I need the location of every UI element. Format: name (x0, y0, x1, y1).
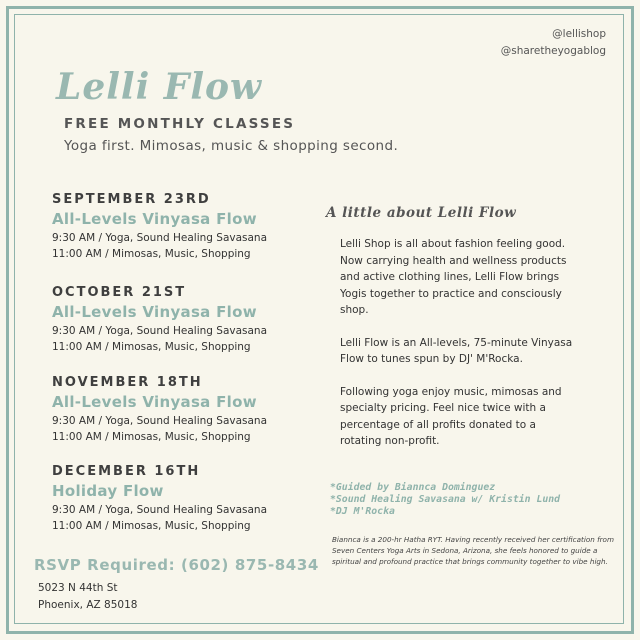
event-date: SEPTEMBER 23RD (52, 192, 211, 207)
about-paragraph: Lelli Flow is an All-levels, 75-minute Vinyasa Flow to tunes spun by DJ' M'Rocka. (340, 336, 573, 365)
event-time-social: 11:00 AM / Mimosas, Music, Shopping (52, 248, 251, 260)
event-name: All-Levels Vinyasa Flow (52, 210, 257, 228)
event-time-yoga: 9:30 AM / Yoga, Sound Healing Savasana (52, 504, 268, 516)
event-time-yoga: 9:30 AM / Yoga, Sound Healing Savasana (52, 325, 268, 337)
page-title: Lelli Flow (56, 66, 263, 108)
event-october (52, 285, 267, 353)
event-time-social: 11:00 AM / Mimosas, Music, Shopping (52, 431, 251, 443)
event-time-social: 11:00 AM / Mimosas, Music, Shopping (52, 341, 251, 353)
event-date: DECEMBER 16TH (52, 464, 201, 479)
event-september (52, 192, 267, 260)
event-date: NOVEMBER 18TH (52, 375, 203, 390)
event-name: All-Levels Vinyasa Flow (52, 393, 257, 411)
event-december (52, 464, 267, 532)
about-section (340, 236, 580, 466)
about-paragraph: Following yoga enjoy music, mimosas and specialty pricing. Feel nice twice with a percentage of all profits donated to a rotating non-profit. (340, 385, 562, 447)
about-paragraph: Lelli Shop is all about fashion feeling good. Now carrying health and wellness products and active clothing lines, Lelli Flow brings Yogis together to practice and consciously shop. (340, 238, 567, 316)
tagline: Yoga first. Mimosas, music & shopping second. (64, 138, 399, 154)
address-city: Phoenix, AZ 85018 (38, 599, 138, 611)
event-time-yoga: 9:30 AM / Yoga, Sound Healing Savasana (52, 415, 268, 427)
event-name: All-Levels Vinyasa Flow (52, 303, 257, 321)
about-heading: A little about Lelli Flow (326, 205, 517, 221)
event-name: Holiday Flow (52, 482, 164, 500)
event-time-social: 11:00 AM / Mimosas, Music, Shopping (52, 520, 251, 532)
handle-sharetheyogablog[interactable]: @sharetheyogablog (500, 45, 606, 57)
social-handles (501, 26, 606, 60)
event-date: OCTOBER 21ST (52, 285, 187, 300)
subtitle: FREE MONTHLY CLASSES (64, 116, 296, 132)
credit-guide: *Guided by Biannca Dominguez (330, 482, 496, 493)
credit-dj: *DJ M'Rocka (330, 506, 395, 517)
address-street: 5023 N 44th St (38, 582, 118, 594)
event-time-yoga: 9:30 AM / Yoga, Sound Healing Savasana (52, 232, 268, 244)
event-november (52, 375, 267, 443)
rsvp-phone[interactable]: RSVP Required: (602) 875-8434 (34, 556, 319, 574)
credit-sound-healing: *Sound Healing Savasana w/ Kristin Lund (330, 494, 561, 505)
instructor-bio: Biannca is a 200-hr Hatha RYT. Having recently received her certification from Seven Centers Yoga Arts in Sedona, Arizona, she feels honored to guide a spiritual and profound practice that brings community together to vibe high. (332, 535, 614, 566)
credits (330, 482, 560, 518)
handle-lellishop[interactable]: @lellishop (552, 28, 606, 40)
address (38, 580, 137, 614)
